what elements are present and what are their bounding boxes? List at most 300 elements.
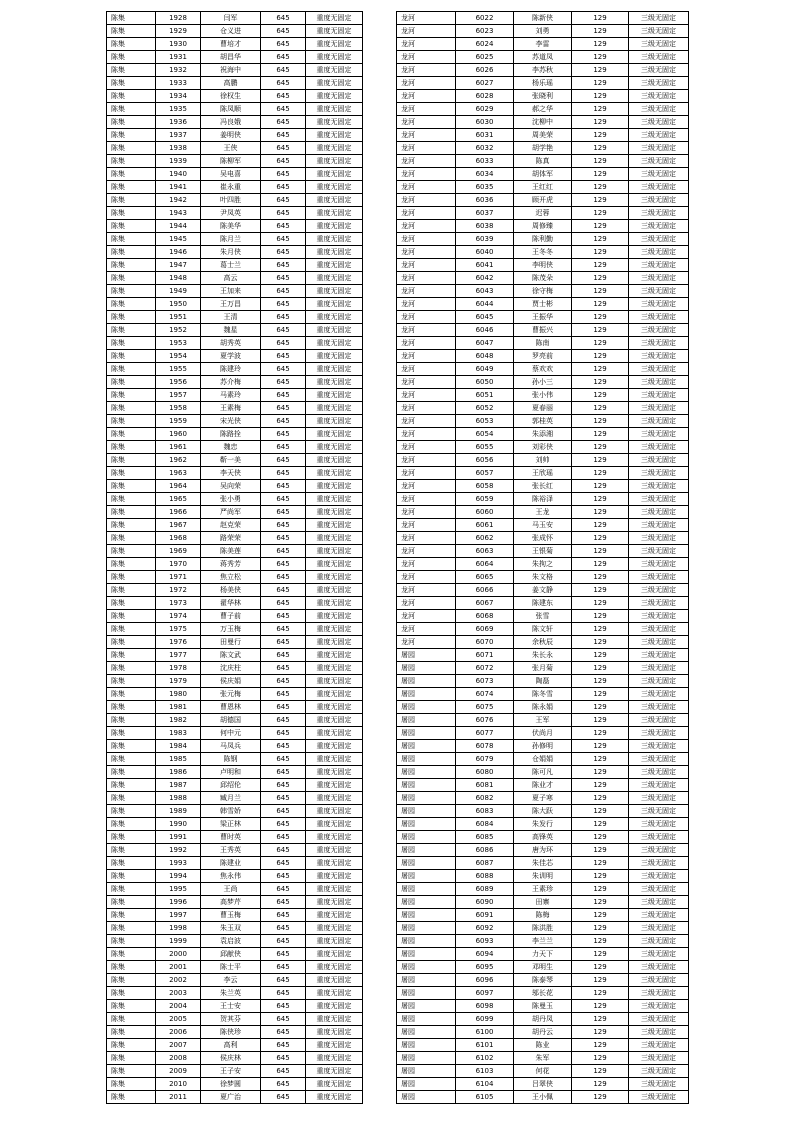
amount-cell: 129 [572,1078,629,1091]
category-cell: 重度无固定 [306,818,363,831]
amount-cell: 645 [261,506,306,519]
amount-cell: 645 [261,532,306,545]
category-cell: 重度无固定 [306,428,363,441]
table-row [397,220,689,233]
category-cell: 重度无固定 [306,909,363,922]
name-cell: 葛士兰 [201,259,261,272]
name-cell: 曹子前 [201,610,261,623]
category-cell: 三级无固定 [629,480,689,493]
name-cell: 陈茂朵 [514,272,572,285]
table-row [107,662,363,675]
town-cell: 陈集 [107,779,156,792]
table-row [397,844,689,857]
category-cell: 三级无固定 [629,1026,689,1039]
table-row [107,25,363,38]
table-row [397,597,689,610]
category-cell: 重度无固定 [306,324,363,337]
category-cell: 重度无固定 [306,1091,363,1104]
town-cell: 陈集 [107,155,156,168]
serial-cell: 6027 [456,77,514,90]
table-row [107,493,363,506]
serial-cell: 6050 [456,376,514,389]
table-row [397,1000,689,1013]
name-cell: 臧月兰 [201,792,261,805]
town-cell: 龙河 [397,376,456,389]
town-cell: 龙河 [397,259,456,272]
town-cell: 陈集 [107,51,156,64]
serial-cell: 1948 [156,272,201,285]
name-cell: 胡昌华 [201,51,261,64]
table-row [397,454,689,467]
amount-cell: 645 [261,649,306,662]
serial-cell: 6103 [456,1065,514,1078]
town-cell: 龙河 [397,64,456,77]
name-cell: 王素珍 [514,883,572,896]
town-cell: 陈集 [107,610,156,623]
category-cell: 三级无固定 [629,649,689,662]
amount-cell: 129 [572,1091,629,1104]
town-cell: 陈集 [107,688,156,701]
amount-cell: 129 [572,649,629,662]
name-cell: 李天侠 [201,467,261,480]
table-row [107,194,363,207]
category-cell: 重度无固定 [306,1013,363,1026]
serial-cell: 1962 [156,454,201,467]
town-cell: 陈集 [107,870,156,883]
name-cell: 何中元 [201,727,261,740]
table-row [107,714,363,727]
amount-cell: 645 [261,844,306,857]
table-row [397,974,689,987]
serial-cell: 6080 [456,766,514,779]
name-cell: 陈永娟 [514,701,572,714]
town-cell: 龙河 [397,441,456,454]
serial-cell: 2007 [156,1039,201,1052]
table-row [107,51,363,64]
town-cell: 陈集 [107,727,156,740]
table-row [107,220,363,233]
name-cell: 徐守梅 [514,285,572,298]
town-cell: 龙河 [397,545,456,558]
category-cell: 重度无固定 [306,90,363,103]
serial-cell: 6067 [456,597,514,610]
serial-cell: 6085 [456,831,514,844]
amount-cell: 645 [261,272,306,285]
table-row [397,818,689,831]
name-cell: 刘勇 [514,25,572,38]
table-row [107,376,363,389]
town-cell: 陈集 [107,974,156,987]
table-row [397,90,689,103]
amount-cell: 645 [261,857,306,870]
town-cell: 屠园 [397,922,456,935]
name-cell: 陈美华 [201,220,261,233]
table-row [397,1052,689,1065]
name-cell: 陈业 [514,1039,572,1052]
amount-cell: 129 [572,740,629,753]
name-cell: 陈建业 [201,857,261,870]
table-row [397,675,689,688]
table-row [397,350,689,363]
name-cell: 陈文武 [201,649,261,662]
table-row [397,649,689,662]
category-cell: 三级无固定 [629,922,689,935]
name-cell: 朱佳芯 [514,857,572,870]
name-cell: 侯庆娟 [201,675,261,688]
town-cell: 陈集 [107,740,156,753]
category-cell: 重度无固定 [306,519,363,532]
serial-cell: 1951 [156,311,201,324]
serial-cell: 1975 [156,623,201,636]
category-cell: 重度无固定 [306,246,363,259]
table-row [397,766,689,779]
amount-cell: 129 [572,480,629,493]
name-cell: 魏星 [201,324,261,337]
amount-cell: 645 [261,922,306,935]
town-cell: 陈集 [107,584,156,597]
town-cell: 龙河 [397,220,456,233]
town-cell: 陈集 [107,90,156,103]
category-cell: 重度无固定 [306,597,363,610]
serial-cell: 6026 [456,64,514,77]
town-cell: 陈集 [107,272,156,285]
category-cell: 三级无固定 [629,1078,689,1091]
town-cell: 屠园 [397,792,456,805]
table-row [107,311,363,324]
category-cell: 重度无固定 [306,298,363,311]
amount-cell: 129 [572,194,629,207]
amount-cell: 645 [261,51,306,64]
serial-cell: 1982 [156,714,201,727]
serial-cell: 1993 [156,857,201,870]
town-cell: 陈集 [107,454,156,467]
town-cell: 陈集 [107,480,156,493]
amount-cell: 129 [572,844,629,857]
serial-cell: 6088 [456,870,514,883]
town-cell: 龙河 [397,77,456,90]
serial-cell: 6105 [456,1091,514,1104]
town-cell: 陈集 [107,519,156,532]
serial-cell: 6035 [456,181,514,194]
table-row [397,545,689,558]
town-cell: 陈集 [107,935,156,948]
amount-cell: 645 [261,350,306,363]
amount-cell: 645 [261,493,306,506]
table-row [397,1078,689,1091]
table-row [107,935,363,948]
name-cell: 曹恩林 [201,701,261,714]
name-cell: 韩雪娇 [201,805,261,818]
amount-cell: 129 [572,363,629,376]
amount-cell: 645 [261,454,306,467]
name-cell: 陈凤顺 [201,103,261,116]
name-cell: 伏尚月 [514,727,572,740]
serial-cell: 6083 [456,805,514,818]
town-cell: 屠园 [397,1000,456,1013]
table-row [397,12,689,25]
category-cell: 三级无固定 [629,909,689,922]
amount-cell: 129 [572,272,629,285]
table-row [107,38,363,51]
table-row [397,64,689,77]
name-cell: 邬长花 [514,987,572,1000]
category-cell: 重度无固定 [306,402,363,415]
name-cell: 王欣瑶 [514,467,572,480]
name-cell: 王秀英 [201,844,261,857]
name-cell: 马凤兵 [201,740,261,753]
serial-cell: 6040 [456,246,514,259]
serial-cell: 1933 [156,77,201,90]
serial-cell: 1968 [156,532,201,545]
town-cell: 屠园 [397,1078,456,1091]
serial-cell: 6043 [456,285,514,298]
amount-cell: 129 [572,701,629,714]
serial-cell: 1971 [156,571,201,584]
table-row [397,285,689,298]
town-cell: 屠园 [397,753,456,766]
amount-cell: 645 [261,1026,306,1039]
category-cell: 重度无固定 [306,545,363,558]
name-cell: 路荣荣 [201,532,261,545]
serial-cell: 2004 [156,1000,201,1013]
table-row [397,610,689,623]
category-cell: 重度无固定 [306,740,363,753]
serial-cell: 1956 [156,376,201,389]
amount-cell: 645 [261,402,306,415]
name-cell: 朱添湘 [514,428,572,441]
name-cell: 翟华林 [201,597,261,610]
category-cell: 三级无固定 [629,935,689,948]
town-cell: 陈集 [107,233,156,246]
name-cell: 杨乐瑶 [514,77,572,90]
town-cell: 陈集 [107,38,156,51]
category-cell: 重度无固定 [306,337,363,350]
name-cell: 周美荣 [514,129,572,142]
town-cell: 屠园 [397,675,456,688]
category-cell: 重度无固定 [306,1026,363,1039]
name-cell: 朱兰英 [201,987,261,1000]
amount-cell: 129 [572,506,629,519]
serial-cell: 6075 [456,701,514,714]
amount-cell: 129 [572,1013,629,1026]
name-cell: 曹时英 [201,831,261,844]
serial-cell: 2000 [156,948,201,961]
category-cell: 重度无固定 [306,831,363,844]
name-cell: 周修臻 [514,220,572,233]
serial-cell: 6062 [456,532,514,545]
town-cell: 龙河 [397,350,456,363]
table-row [107,506,363,519]
town-cell: 陈集 [107,259,156,272]
town-cell: 陈集 [107,1078,156,1091]
amount-cell: 129 [572,753,629,766]
serial-cell: 6042 [456,272,514,285]
serial-cell: 6100 [456,1026,514,1039]
table-row [107,155,363,168]
town-cell: 陈集 [107,493,156,506]
amount-cell: 129 [572,441,629,454]
serial-cell: 6049 [456,363,514,376]
serial-cell: 1974 [156,610,201,623]
town-cell: 陈集 [107,805,156,818]
serial-cell: 1942 [156,194,201,207]
amount-cell: 645 [261,1039,306,1052]
table-row [107,961,363,974]
table-row [397,727,689,740]
category-cell: 重度无固定 [306,181,363,194]
amount-cell: 129 [572,1000,629,1013]
amount-cell: 129 [572,922,629,935]
table-row [397,688,689,701]
category-cell: 三级无固定 [629,571,689,584]
amount-cell: 129 [572,38,629,51]
serial-cell: 1958 [156,402,201,415]
category-cell: 三级无固定 [629,454,689,467]
amount-cell: 645 [261,194,306,207]
serial-cell: 6066 [456,584,514,597]
serial-cell: 6031 [456,129,514,142]
amount-cell: 645 [261,896,306,909]
town-cell: 陈集 [107,883,156,896]
serial-cell: 6060 [456,506,514,519]
category-cell: 三级无固定 [629,38,689,51]
serial-cell: 6033 [456,155,514,168]
amount-cell: 129 [572,805,629,818]
table-row [107,207,363,220]
category-cell: 三级无固定 [629,701,689,714]
serial-cell: 1935 [156,103,201,116]
name-cell: 郝之华 [514,103,572,116]
town-cell: 陈集 [107,558,156,571]
town-cell: 龙河 [397,129,456,142]
category-cell: 三级无固定 [629,207,689,220]
amount-cell: 645 [261,441,306,454]
amount-cell: 645 [261,974,306,987]
category-cell: 三级无固定 [629,77,689,90]
amount-cell: 645 [261,948,306,961]
town-cell: 陈集 [107,961,156,974]
amount-cell: 645 [261,701,306,714]
table-row [397,883,689,896]
name-cell: 田曼行 [201,636,261,649]
name-cell: 刘彩侠 [514,441,572,454]
name-cell: 邱绍伦 [201,779,261,792]
amount-cell: 129 [572,545,629,558]
table-row [107,740,363,753]
town-cell: 屠园 [397,701,456,714]
table-row [107,1000,363,1013]
name-cell: 张小伟 [514,389,572,402]
category-cell: 重度无固定 [306,207,363,220]
category-cell: 三级无固定 [629,948,689,961]
town-cell: 陈集 [107,441,156,454]
serial-cell: 6104 [456,1078,514,1091]
amount-cell: 129 [572,857,629,870]
category-cell: 重度无固定 [306,363,363,376]
table-row [397,389,689,402]
table-row [107,64,363,77]
serial-cell: 6041 [456,259,514,272]
table-row [397,155,689,168]
table-row [107,649,363,662]
serial-cell: 6048 [456,350,514,363]
amount-cell: 129 [572,662,629,675]
town-cell: 屠园 [397,688,456,701]
town-cell: 龙河 [397,38,456,51]
town-cell: 龙河 [397,103,456,116]
name-cell: 张长红 [514,480,572,493]
amount-cell: 129 [572,831,629,844]
amount-cell: 129 [572,311,629,324]
serial-cell: 2005 [156,1013,201,1026]
table-row [397,714,689,727]
name-cell: 仓娟娟 [514,753,572,766]
amount-cell: 645 [261,376,306,389]
town-cell: 陈集 [107,545,156,558]
name-cell: 陈士平 [201,961,261,974]
name-cell: 姜明侠 [201,129,261,142]
category-cell: 三级无固定 [629,805,689,818]
category-cell: 重度无固定 [306,493,363,506]
name-cell: 焦永伟 [201,870,261,883]
serial-cell: 1977 [156,649,201,662]
town-cell: 陈集 [107,389,156,402]
table-row [107,129,363,142]
name-cell: 陈南 [514,337,572,350]
table-row [107,363,363,376]
name-cell: 高云 [201,272,261,285]
category-cell: 重度无固定 [306,1052,363,1065]
serial-cell: 2009 [156,1065,201,1078]
name-cell: 王龙 [514,506,572,519]
category-cell: 三级无固定 [629,376,689,389]
category-cell: 重度无固定 [306,636,363,649]
table-row [107,441,363,454]
serial-cell: 1963 [156,467,201,480]
amount-cell: 129 [572,948,629,961]
name-cell: 王加来 [201,285,261,298]
table-row [397,1065,689,1078]
category-cell: 三级无固定 [629,181,689,194]
name-cell: 陈月兰 [201,233,261,246]
category-cell: 重度无固定 [306,12,363,25]
amount-cell: 129 [572,519,629,532]
amount-cell: 645 [261,935,306,948]
category-cell: 重度无固定 [306,233,363,246]
town-cell: 陈集 [107,103,156,116]
table-row [107,805,363,818]
table-row [397,532,689,545]
name-cell: 王士安 [201,1000,261,1013]
name-cell: 曹振兴 [514,324,572,337]
left-roster-table [106,11,363,1104]
amount-cell: 645 [261,363,306,376]
name-cell: 杨美侠 [201,584,261,597]
town-cell: 龙河 [397,480,456,493]
table-row [107,701,363,714]
table-row [397,116,689,129]
name-cell: 王红红 [514,181,572,194]
serial-cell: 6058 [456,480,514,493]
name-cell: 王素梅 [201,402,261,415]
amount-cell: 129 [572,727,629,740]
amount-cell: 645 [261,116,306,129]
town-cell: 龙河 [397,51,456,64]
name-cell: 夏学波 [201,350,261,363]
serial-cell: 6101 [456,1039,514,1052]
amount-cell: 129 [572,792,629,805]
serial-cell: 1931 [156,51,201,64]
